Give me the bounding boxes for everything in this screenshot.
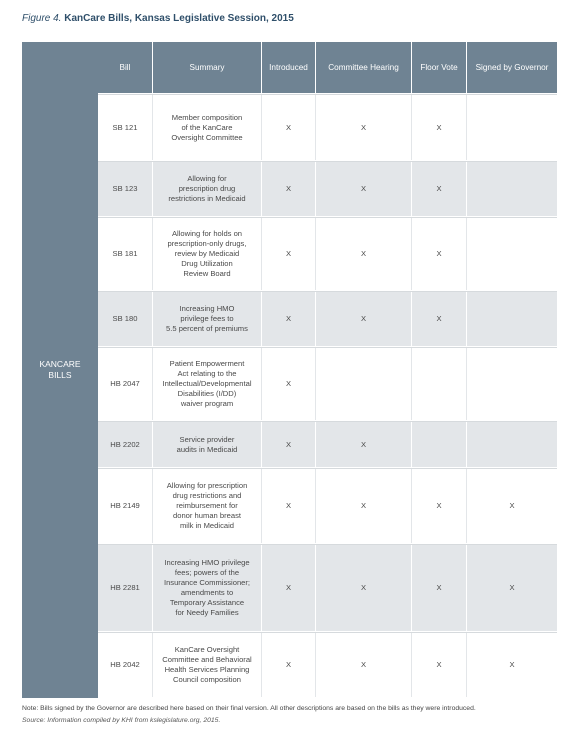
summary-cell: Allowing for prescription drug restrictions in Medicaid xyxy=(153,162,262,216)
figure-heading: KanCare Bills, Kansas Legislative Session, 2015 xyxy=(64,13,294,24)
signed-cell xyxy=(467,348,557,420)
floor-cell: X xyxy=(412,292,467,346)
introduced-cell: X xyxy=(262,162,316,216)
committee-cell: X xyxy=(316,545,412,631)
header-floor-vote: Floor Vote xyxy=(412,42,467,93)
table-row xyxy=(98,544,557,632)
summary-cell: KanCare Oversight Committee and Behavioral Health Services Planning Council composition xyxy=(153,633,262,697)
committee-cell xyxy=(316,348,412,420)
signed-cell: X xyxy=(509,501,515,510)
signed-cell: X xyxy=(509,583,515,592)
committee-cell: X xyxy=(316,162,412,216)
bill-cell: HB 2042 xyxy=(98,633,153,697)
committee-cell: X xyxy=(316,218,412,290)
introduced-cell: X xyxy=(262,292,316,346)
table-note: Note: Bills signed by the Governor are described here based on their final version. All other descriptions are based on the bills as they were introduced. xyxy=(22,705,476,712)
bills-table xyxy=(22,42,557,698)
bill-cell: HB 2281 xyxy=(98,545,153,631)
introduced-cell: X xyxy=(262,95,316,160)
header-bill: Bill xyxy=(98,42,153,93)
side-label: KANCARE BILLS xyxy=(39,359,81,380)
floor-cell: X xyxy=(412,162,467,216)
header-committee-hearing: Committee Hearing xyxy=(316,42,412,93)
signed-cell xyxy=(467,95,557,160)
committee-cell: X xyxy=(316,422,412,467)
table-row xyxy=(98,161,557,217)
committee-cell: X xyxy=(316,292,412,346)
floor-cell: X xyxy=(412,95,467,160)
floor-cell: X xyxy=(412,633,467,697)
summary-cell: Patient Empowerment Act relating to the Intellectual/Developmental Disabilities (I/DD) waiver program xyxy=(153,348,262,420)
introduced-cell: X xyxy=(262,422,316,467)
signed-cell xyxy=(467,292,557,346)
signed-cell: X xyxy=(509,660,515,669)
committee-cell: X xyxy=(316,95,412,160)
bill-cell: HB 2047 xyxy=(98,348,153,420)
introduced-cell: X xyxy=(262,348,316,420)
table-row xyxy=(98,291,557,347)
bill-cell: HB 2202 xyxy=(98,422,153,467)
signed-cell xyxy=(467,162,557,216)
floor-cell: X xyxy=(412,469,467,543)
summary-cell: Member composition of the KanCare Oversight Committee xyxy=(153,95,262,160)
signed-cell xyxy=(467,422,557,467)
summary-cell: Increasing HMO privilege fees to 5.5 percent of premiums xyxy=(153,292,262,346)
bill-cell: SB 123 xyxy=(98,162,153,216)
floor-cell: X xyxy=(412,218,467,290)
committee-cell: X xyxy=(316,633,412,697)
bill-cell: SB 121 xyxy=(98,95,153,160)
bill-cell: HB 2149 xyxy=(98,469,153,543)
summary-cell: Allowing for holds on prescription-only drugs, review by Medicaid Drug Utilization Review Board xyxy=(153,218,262,290)
table-source: Source: Information compiled by KHI from kslegislature.org, 2015. xyxy=(22,717,221,724)
header-introduced: Introduced xyxy=(262,42,316,93)
committee-cell: X xyxy=(316,469,412,543)
header-summary: Summary xyxy=(153,42,262,93)
bill-cell: SB 180 xyxy=(98,292,153,346)
table-row xyxy=(98,347,557,421)
introduced-cell: X xyxy=(262,633,316,697)
bill-cell: SB 181 xyxy=(98,218,153,290)
table-row xyxy=(98,421,557,468)
floor-cell xyxy=(412,348,467,420)
introduced-cell: X xyxy=(262,545,316,631)
table-row xyxy=(98,217,557,291)
introduced-cell: X xyxy=(262,469,316,543)
figure-title xyxy=(22,13,294,24)
header-signed-by-governor: Signed by Governor xyxy=(475,62,549,72)
summary-cell: Allowing for prescription drug restrictions and reimbursement for donor human breast milk in Medicaid xyxy=(153,469,262,543)
side-label-column xyxy=(22,42,98,698)
floor-cell: X xyxy=(412,545,467,631)
summary-cell: Service provider audits in Medicaid xyxy=(153,422,262,467)
summary-cell: Increasing HMO privilege fees; powers of the Insurance Commissioner; amendments to Temporary Assistance for Needy Families xyxy=(153,545,262,631)
table-row xyxy=(98,632,557,698)
table-row xyxy=(98,468,557,544)
introduced-cell: X xyxy=(262,218,316,290)
table-body xyxy=(98,42,557,698)
signed-cell xyxy=(467,218,557,290)
table-row xyxy=(98,94,557,161)
figure-label: Figure 4. xyxy=(22,13,62,24)
floor-cell xyxy=(412,422,467,467)
table-header-row xyxy=(98,42,557,94)
